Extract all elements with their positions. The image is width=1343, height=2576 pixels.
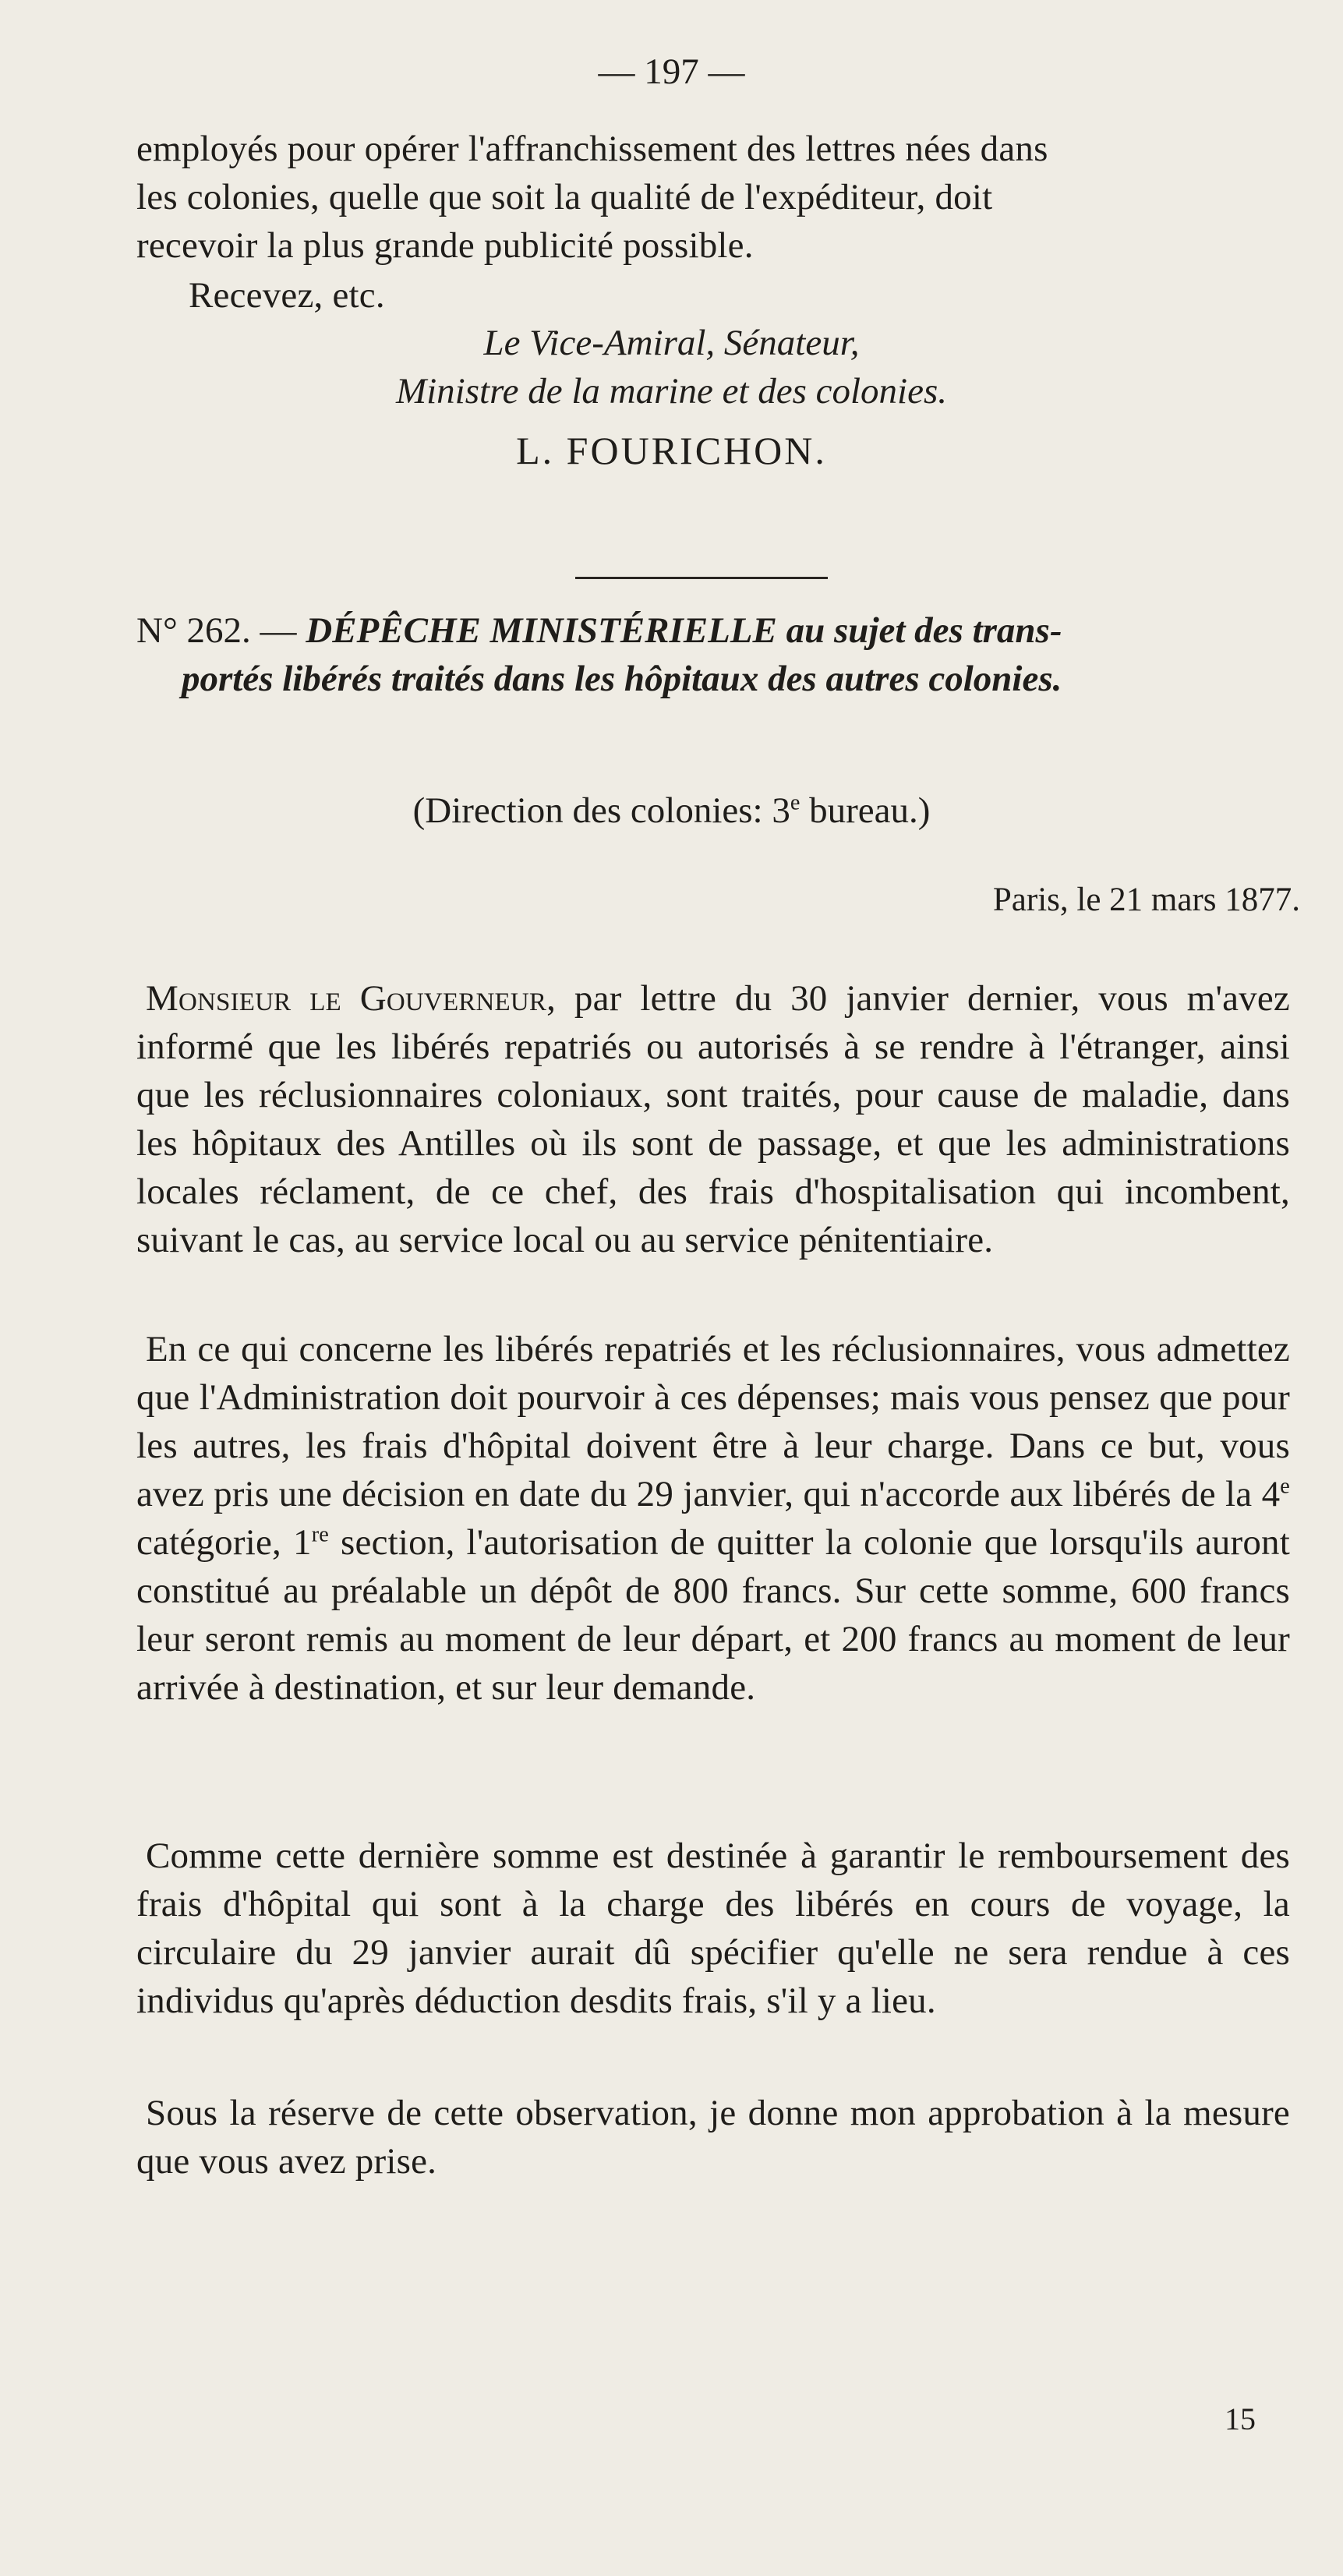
continuation-line-1: employés pour opérer l'affranchissement des lettres nées dans xyxy=(136,129,1048,169)
dateline: Paris, le 21 mars 1877. xyxy=(992,882,1300,918)
direction-line: (Direction des colonies: 3e bureau.) xyxy=(412,790,931,831)
body-paragraph-3: Comme cette dernière somme est destinée à garantir le remboursement des frais d'hôpital qui sont à la charge des libérés en cours de voyage, la circulaire du 29 janvier aurait dû spécifier qu'elle ne sera rendue à ces individus qu'après déduction desdits frais, s'il y a lieu. xyxy=(136,1836,1290,2021)
continuation-line-2: les colonies, quelle que soit la qualité de l'expéditeur, doit xyxy=(136,177,993,217)
signature-mark: 15 xyxy=(1225,2401,1256,2436)
continuation-line-3: recevoir la plus grande publicité possible. xyxy=(136,225,754,266)
closing-formula: Recevez, etc. xyxy=(189,275,385,316)
page-number-header: — 197 — xyxy=(598,51,745,92)
signature-title-2: Ministre de la marine et des colonies. xyxy=(395,371,948,412)
salutation: Monsieur le Gouverneur, xyxy=(146,978,557,1019)
document-heading xyxy=(136,606,1290,703)
heading-number: N° 262. — xyxy=(136,610,306,651)
body-paragraph-4: Sous la réserve de cette observation, je donne mon approbation à la mesure que vous avez prise. xyxy=(136,2093,1290,2182)
body-paragraph-2: En ce qui concerne les libérés repatriés et les réclusionnaires, vous admettez que l'Administration doit pourvoir à ces dépenses; mais vous pensez que pour les autres, les frais d'hôpital doivent être à leur charge. Dans ce but, vous avez pris une décision en date du 29 janvier, qui n'accorde aux libérés de la 4e catégorie, 1re section, l'autorisation de quitter la colonie que lorsqu'ils auront constitué au préalable un dépôt de 800 francs. Sur cette somme, 600 francs leur seront remis au moment de leur départ, et 200 francs au moment de leur arrivée à destination, et sur leur demande. xyxy=(136,1329,1290,1708)
signature-title-1: Le Vice-Amiral, Sénateur, xyxy=(483,323,860,363)
heading-title-line-1: DÉPÊCHE MINISTÉRIELLE au sujet des trans- xyxy=(306,610,1062,651)
section-divider xyxy=(575,577,828,579)
heading-title-line-2: portés libérés traités dans les hôpitaux des autres colonies. xyxy=(182,659,1062,699)
continuation-paragraph xyxy=(136,125,1290,270)
body-paragraph-1: Monsieur le Gouverneur, par lettre du 30 janvier dernier, vous m'avez informé que les libérés repatriés ou autorisés à se rendre à l'étranger, ainsi que les réclusionnaires coloniaux, sont traités, pour cause de maladie, dans les hôpitaux des Antilles où ils sont de passage, et que les administrations locales réclament, de ce chef, des frais d'hospitalisation qui incombent, suivant le cas, au service local ou au service pénitentiaire. xyxy=(136,978,1290,1260)
signature-name: L. FOURICHON. xyxy=(516,429,827,472)
